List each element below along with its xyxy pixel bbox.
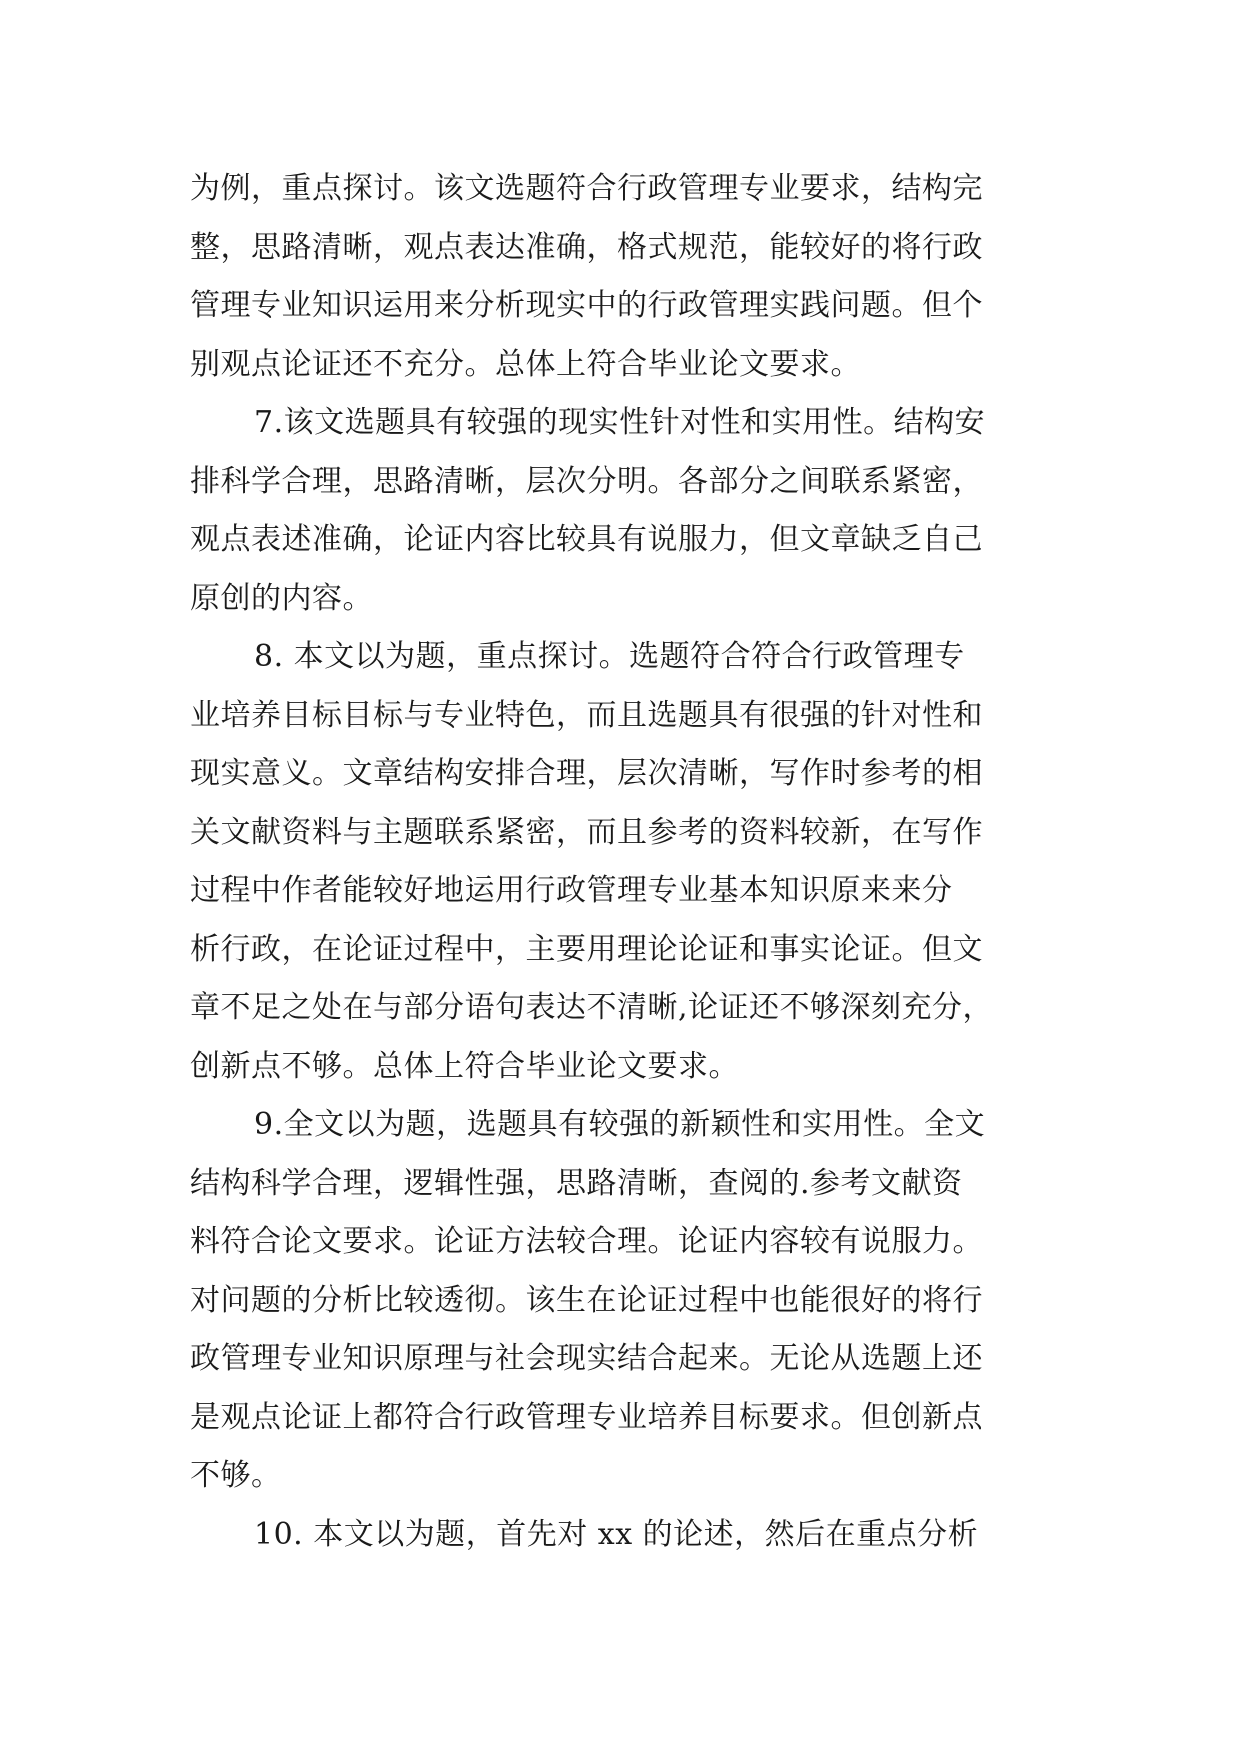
- text-line: 过程中作者能较好地运用行政管理专业基本知识原来来分: [190, 873, 953, 908]
- text-line: 整，思路清晰，观点表达准确，格式规范，能较好的将行政: [190, 229, 983, 265]
- paragraph-7-start: 7.该文选题具有较强的现实性针对性和实用性。结构安: [254, 405, 986, 440]
- text-line: 不够。: [190, 1458, 282, 1493]
- text-line: 对问题的分析比较透彻。该生在论证过程中也能很好的将行: [190, 1282, 983, 1318]
- text-line: 析行政，在论证过程中，主要用理论论证和事实论证。但文: [190, 931, 983, 967]
- text-line: 章不足之处在与部分语句表达不清晰,论证还不够深刻充分，: [190, 990, 994, 1025]
- text-line: 结构科学合理，逻辑性强，思路清晰，查阅的.参考文献资: [190, 1165, 963, 1201]
- text-line: 业培养目标目标与专业特色，而且选题具有很强的针对性和: [190, 697, 983, 733]
- text-line: 管理专业知识运用来分析现实中的行政管理实践问题。但个: [190, 288, 983, 323]
- text-line: 为例，重点探讨。该文选题符合行政管理专业要求，结构完: [190, 171, 983, 206]
- paragraph-10-start: 10. 本文以为题，首先对 xx 的论述，然后在重点分析: [254, 1516, 979, 1552]
- text-line: 原创的内容。: [190, 580, 373, 616]
- document-body: [190, 160, 1050, 1564]
- text-line: 政管理专业知识原理与社会现实结合起来。无论从选题上还: [190, 1341, 983, 1376]
- paragraph-9-start: 9.全文以为题，选题具有较强的新颖性和实用性。全文: [254, 1107, 986, 1142]
- text-line: 别观点论证还不充分。总体上符合毕业论文要求。: [190, 346, 861, 382]
- text-line: 现实意义。文章结构安排合理，层次清晰，写作时参考的相: [190, 756, 983, 791]
- paragraph-8-start: 8. 本文以为题，重点探讨。选题符合符合行政管理专: [254, 639, 965, 674]
- text-line: 料符合论文要求。论证方法较合理。论证内容较有说服力。: [190, 1224, 983, 1259]
- text-line: 观点表述准确，论证内容比较具有说服力，但文章缺乏自己: [190, 522, 983, 557]
- text-line: 是观点论证上都符合行政管理专业培养目标要求。但创新点: [190, 1399, 983, 1435]
- text-line: 关文献资料与主题联系紧密，而且参考的资料较新，在写作: [190, 814, 983, 850]
- text-line: 创新点不够。总体上符合毕业论文要求。: [190, 1048, 739, 1084]
- text-line: 排科学合理，思路清晰，层次分明。各部分之间联系紧密，: [190, 463, 983, 499]
